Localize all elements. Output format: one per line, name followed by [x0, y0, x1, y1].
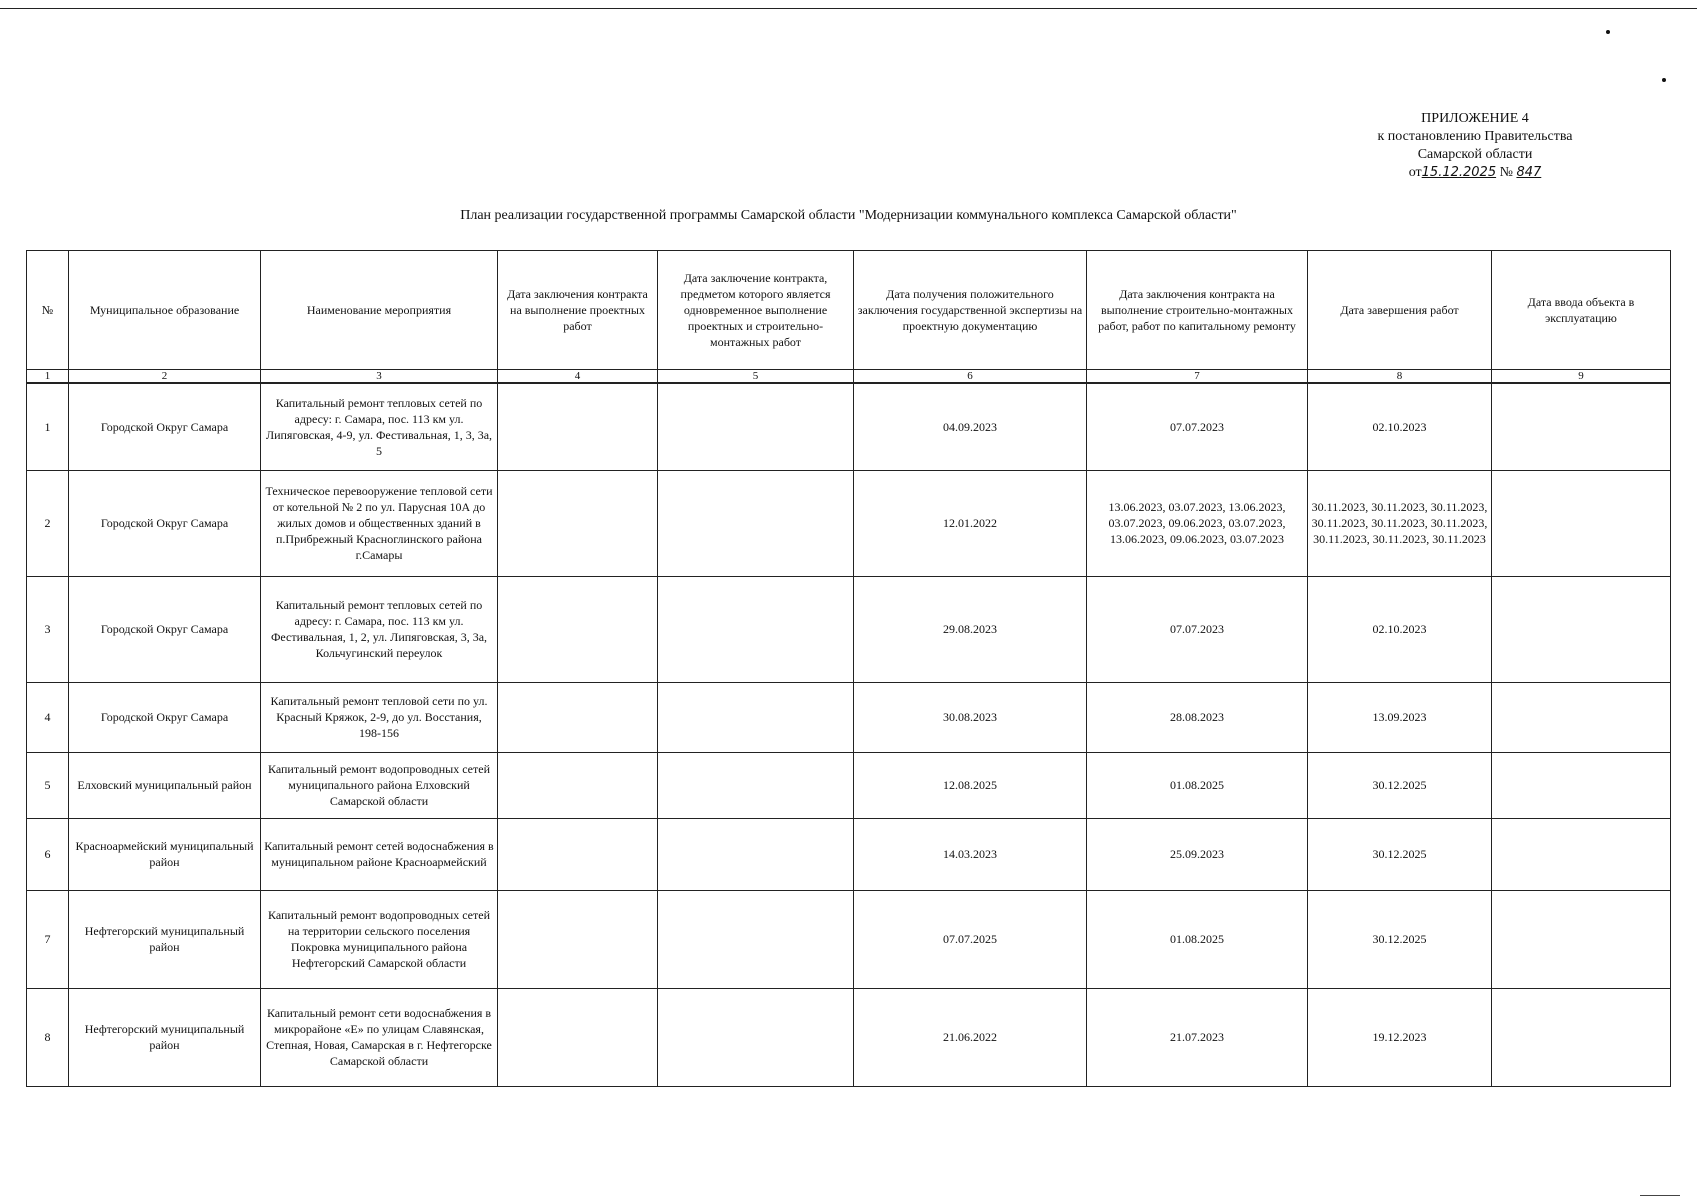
- cell-expertise-date: 14.03.2023: [854, 818, 1087, 890]
- cell-event: Капитальный ремонт сети водоснабжения в микрорайоне «Е» по улицам Славянская, Степная, Новая, Самарская в г. Нефтегорске Самарской области: [261, 988, 498, 1086]
- appendix-region: Самарской области: [1417, 147, 1533, 162]
- cell-completion: 30.12.2025: [1308, 818, 1492, 890]
- scan-speck: [1606, 30, 1610, 34]
- cell-commissioning: [1492, 890, 1671, 988]
- header-design-contract: Дата заключения контракта на выполнение проектных работ: [498, 251, 658, 370]
- cell-no: 5: [27, 752, 69, 818]
- cell-expertise-date: 29.08.2023: [854, 576, 1087, 682]
- cell-completion: 02.10.2023: [1308, 576, 1492, 682]
- cell-expertise-date: 07.07.2025: [854, 890, 1087, 988]
- table-row: [27, 576, 1671, 682]
- cell-design-contract: [498, 576, 658, 682]
- top-border-line: [0, 8, 1697, 9]
- handwritten-number: 847: [1516, 165, 1542, 180]
- cell-combined-contract: [658, 470, 854, 576]
- table-row: [27, 818, 1671, 890]
- cell-construction-contract: 07.07.2023: [1087, 576, 1308, 682]
- cell-design-contract: [498, 470, 658, 576]
- cell-expertise-date: 30.08.2023: [854, 682, 1087, 752]
- column-number: 8: [1308, 370, 1492, 384]
- table-header: [27, 251, 1671, 384]
- cell-expertise-date: 12.08.2025: [854, 752, 1087, 818]
- cell-no: 1: [27, 383, 69, 470]
- cell-event: Техническое перевооружение тепловой сети от котельной № 2 по ул. Парусная 10А до жилых домов и общественных зданий в п.Прибрежный Красноглинского района г.Самары: [261, 470, 498, 576]
- document-title: План реализации государственной программы Самарской области "Модернизации коммунального комплекса Самарской области": [460, 208, 1237, 223]
- cell-completion: 13.09.2023: [1308, 682, 1492, 752]
- cell-event: Капитальный ремонт сетей водоснабжения в муниципальном районе Красноармейский: [261, 818, 498, 890]
- cell-commissioning: [1492, 988, 1671, 1086]
- cell-municipality: Городской Округ Самара: [69, 383, 261, 470]
- header-no: №: [27, 251, 69, 370]
- header-construction-contract: Дата заключения контракта на выполнение строительно-монтажных работ, работ по капитальному ремонту: [1087, 251, 1308, 370]
- cell-event: Капитальный ремонт водопроводных сетей на территории сельского поселения Покровка муниципального района Нефтегорский Самарской области: [261, 890, 498, 988]
- cell-municipality: Городской Округ Самара: [69, 576, 261, 682]
- cell-no: 8: [27, 988, 69, 1086]
- from-prefix: от: [1408, 165, 1422, 180]
- cell-combined-contract: [658, 576, 854, 682]
- cell-design-contract: [498, 988, 658, 1086]
- cell-no: 4: [27, 682, 69, 752]
- cell-design-contract: [498, 752, 658, 818]
- column-number: 4: [498, 370, 658, 384]
- cell-no: 6: [27, 818, 69, 890]
- cell-municipality: Городской Округ Самара: [69, 470, 261, 576]
- cell-municipality: Красноармейский муниципальный район: [69, 818, 261, 890]
- header-completion: Дата завершения работ: [1308, 251, 1492, 370]
- cell-no: 7: [27, 890, 69, 988]
- cell-construction-contract: 28.08.2023: [1087, 682, 1308, 752]
- table-row: [27, 470, 1671, 576]
- cell-construction-contract: 21.07.2023: [1087, 988, 1308, 1086]
- column-number: 7: [1087, 370, 1308, 384]
- cell-event: Капитальный ремонт тепловой сети по ул. Красный Кряжок, 2-9, до ул. Восстания, 198-156: [261, 682, 498, 752]
- cell-completion: 30.12.2025: [1308, 890, 1492, 988]
- cell-municipality: Городской Округ Самара: [69, 682, 261, 752]
- cell-combined-contract: [658, 988, 854, 1086]
- appendix-resolution: к постановлению Правительства: [1377, 129, 1573, 144]
- cell-construction-contract: 07.07.2023: [1087, 383, 1308, 470]
- cell-completion: 02.10.2023: [1308, 383, 1492, 470]
- cell-municipality: Нефтегорский муниципальный район: [69, 988, 261, 1086]
- cell-combined-contract: [658, 682, 854, 752]
- cell-commissioning: [1492, 682, 1671, 752]
- table-row: [27, 383, 1671, 470]
- table-body: [27, 383, 1671, 1086]
- header-combined-contract: Дата заключение контракта, предметом которого является одновременное выполнение проектных и строительно-монтажных работ: [658, 251, 854, 370]
- column-number: 6: [854, 370, 1087, 384]
- plan-table: [26, 250, 1671, 1087]
- table-row: [27, 682, 1671, 752]
- cell-construction-contract: 25.09.2023: [1087, 818, 1308, 890]
- cell-combined-contract: [658, 818, 854, 890]
- cell-no: 3: [27, 576, 69, 682]
- column-number: 3: [261, 370, 498, 384]
- cell-completion: 30.11.2023, 30.11.2023, 30.11.2023, 30.11.2023, 30.11.2023, 30.11.2023, 30.11.2023, 30.11.2023, 30.11.2023: [1308, 470, 1492, 576]
- cell-combined-contract: [658, 383, 854, 470]
- cell-no: 2: [27, 470, 69, 576]
- header-event: Наименование мероприятия: [261, 251, 498, 370]
- appendix-title: ПРИЛОЖЕНИЕ 4: [1421, 111, 1529, 126]
- cell-commissioning: [1492, 383, 1671, 470]
- cell-combined-contract: [658, 890, 854, 988]
- table-row: [27, 988, 1671, 1086]
- table-row: [27, 890, 1671, 988]
- header-municipality: Муниципальное образование: [69, 251, 261, 370]
- cell-expertise-date: 04.09.2023: [854, 383, 1087, 470]
- number-prefix: №: [1496, 165, 1517, 180]
- cell-event: Капитальный ремонт тепловых сетей по адресу: г. Самара, пос. 113 км ул. Фестивальная, 1, 2, ул. Липяговская, 3, 3а, Кольчугинский переулок: [261, 576, 498, 682]
- cell-municipality: Елховский муниципальный район: [69, 752, 261, 818]
- cell-construction-contract: 01.08.2025: [1087, 890, 1308, 988]
- table-row: [27, 752, 1671, 818]
- header-expertise-date: Дата получения положительного заключения государственной экспертизы на проектную документацию: [854, 251, 1087, 370]
- cell-commissioning: [1492, 818, 1671, 890]
- cell-completion: 30.12.2025: [1308, 752, 1492, 818]
- header-row: [27, 251, 1671, 370]
- cell-commissioning: [1492, 470, 1671, 576]
- cell-completion: 19.12.2023: [1308, 988, 1492, 1086]
- cell-construction-contract: 01.08.2025: [1087, 752, 1308, 818]
- appendix-date-number: [1350, 164, 1600, 182]
- cell-expertise-date: 21.06.2022: [854, 988, 1087, 1086]
- cell-construction-contract: 13.06.2023, 03.07.2023, 13.06.2023, 03.07.2023, 09.06.2023, 03.07.2023, 13.06.2023, 09.06.2023, 03.07.2023: [1087, 470, 1308, 576]
- column-number: 2: [69, 370, 261, 384]
- cell-combined-contract: [658, 752, 854, 818]
- cell-event: Капитальный ремонт водопроводных сетей муниципального района Елховский Самарской области: [261, 752, 498, 818]
- cell-design-contract: [498, 682, 658, 752]
- cell-commissioning: [1492, 576, 1671, 682]
- column-number: 5: [658, 370, 854, 384]
- cell-municipality: Нефтегорский муниципальный район: [69, 890, 261, 988]
- header-commissioning: Дата ввода объекта в эксплуатацию: [1492, 251, 1671, 370]
- cell-design-contract: [498, 890, 658, 988]
- cell-expertise-date: 12.01.2022: [854, 470, 1087, 576]
- cell-commissioning: [1492, 752, 1671, 818]
- column-number: 9: [1492, 370, 1671, 384]
- column-number: 1: [27, 370, 69, 384]
- column-number-row: [27, 370, 1671, 384]
- cell-event: Капитальный ремонт тепловых сетей по адресу: г. Самара, пос. 113 км ул. Липяговская, 4-9, ул. Фестивальная, 1, 3, 3а, 5: [261, 383, 498, 470]
- scan-speck: [1662, 78, 1666, 82]
- cell-design-contract: [498, 383, 658, 470]
- appendix-header: [1350, 110, 1600, 182]
- page-edge-mark: [1640, 1195, 1680, 1196]
- cell-design-contract: [498, 818, 658, 890]
- handwritten-date: 15.12.2025: [1421, 165, 1497, 180]
